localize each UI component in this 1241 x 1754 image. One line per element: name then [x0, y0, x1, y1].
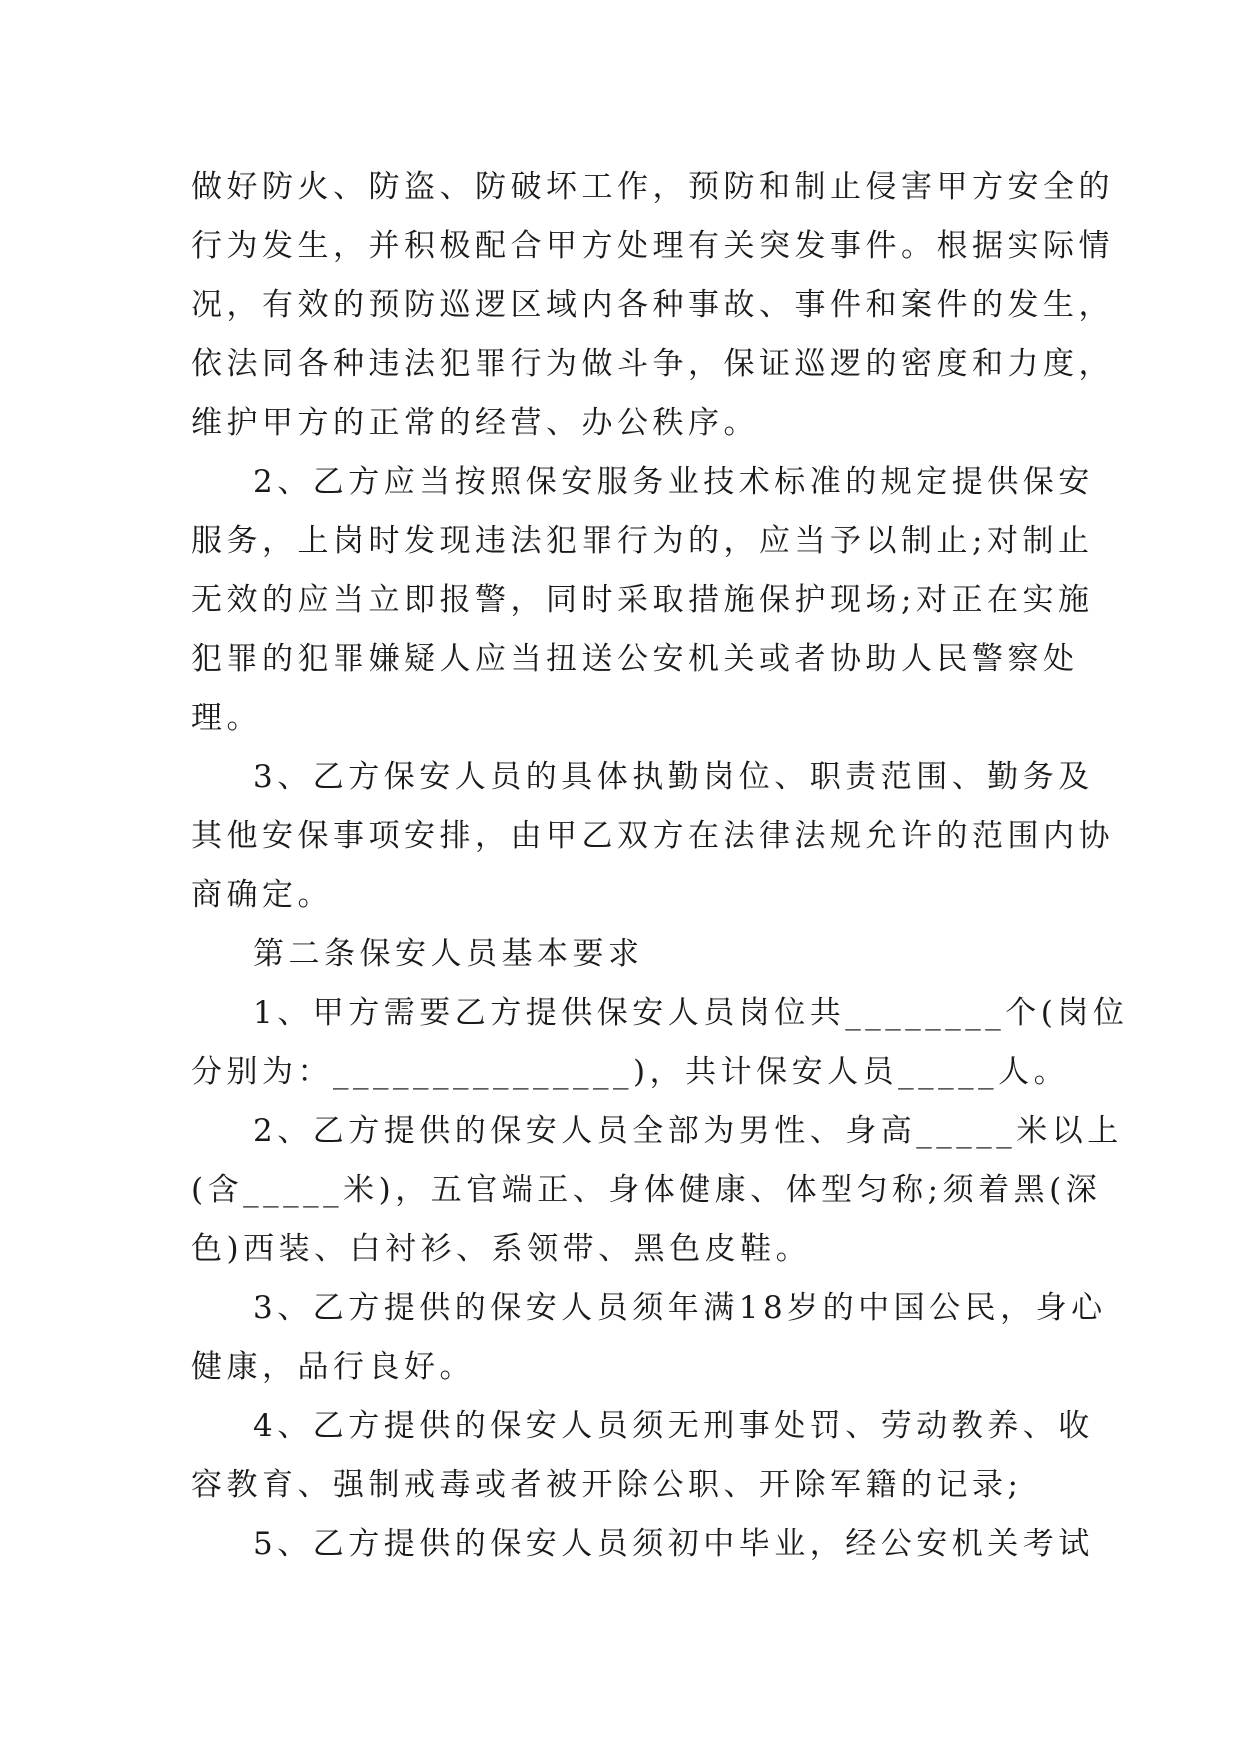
- paragraph-line: 犯罪的犯罪嫌疑人应当扭送公安机关或者协助人民警察处: [191, 641, 1079, 677]
- document-page: [191, 158, 1129, 1574]
- paragraph-line: 行为发生，并积极配合甲方处理有关突发事件。根据实际情: [191, 228, 1114, 264]
- paragraph-line: 4、乙方提供的保安人员须无刑事处罚、劳动教养、收: [253, 1408, 1094, 1444]
- section-heading: 第二条保安人员基本要求: [253, 936, 644, 972]
- paragraph-line: 依法同各种违法犯罪行为做斗争，保证巡逻的密度和力度，: [191, 346, 1114, 382]
- paragraph-line: 无效的应当立即报警，同时采取措施保护现场;对正在实施: [191, 582, 1094, 618]
- paragraph-line: 5、乙方提供的保安人员须初中毕业，经公安机关考试: [253, 1526, 1094, 1562]
- paragraph-line: 3、乙方提供的保安人员须年满18岁的中国公民，身心: [253, 1290, 1107, 1326]
- paragraph-line: 商确定。: [191, 877, 333, 913]
- paragraph-line: 做好防火、防盗、防破坏工作，预防和制止侵害甲方安全的: [191, 169, 1114, 205]
- paragraph-line: 服务，上岗时发现违法犯罪行为的，应当予以制止;对制止: [191, 523, 1094, 559]
- paragraph-line: 3、乙方保安人员的具体执勤岗位、职责范围、勤务及: [253, 759, 1094, 795]
- paragraph-line: 理。: [191, 700, 262, 736]
- paragraph-line: 分别为：_______________)，共计保安人员_____人。: [191, 1054, 1070, 1090]
- paragraph-line: 容教育、强制戒毒或者被开除公职、开除军籍的记录;: [191, 1467, 1023, 1503]
- paragraph-line: 况，有效的预防巡逻区域内各种事故、事件和案件的发生，: [191, 287, 1114, 323]
- paragraph-line: 维护甲方的正常的经营、办公秩序。: [191, 405, 759, 441]
- paragraph-line: 其他安保事项安排，由甲乙双方在法律法规允许的范围内协: [191, 818, 1114, 854]
- paragraph-line: (含_____米)，五官端正、身体健康、体型匀称;须着黑(深: [191, 1172, 1102, 1208]
- paragraph-line: 1、甲方需要乙方提供保安人员岗位共________个(岗位: [253, 995, 1129, 1031]
- paragraph-line: 2、乙方提供的保安人员全部为男性、身高_____米以上: [253, 1113, 1123, 1149]
- paragraph-line: 2、乙方应当按照保安服务业技术标准的规定提供保安: [253, 464, 1094, 500]
- paragraph-line: 色)西装、白衬衫、系领带、黑色皮鞋。: [191, 1231, 812, 1267]
- paragraph-line: 健康，品行良好。: [191, 1349, 475, 1385]
